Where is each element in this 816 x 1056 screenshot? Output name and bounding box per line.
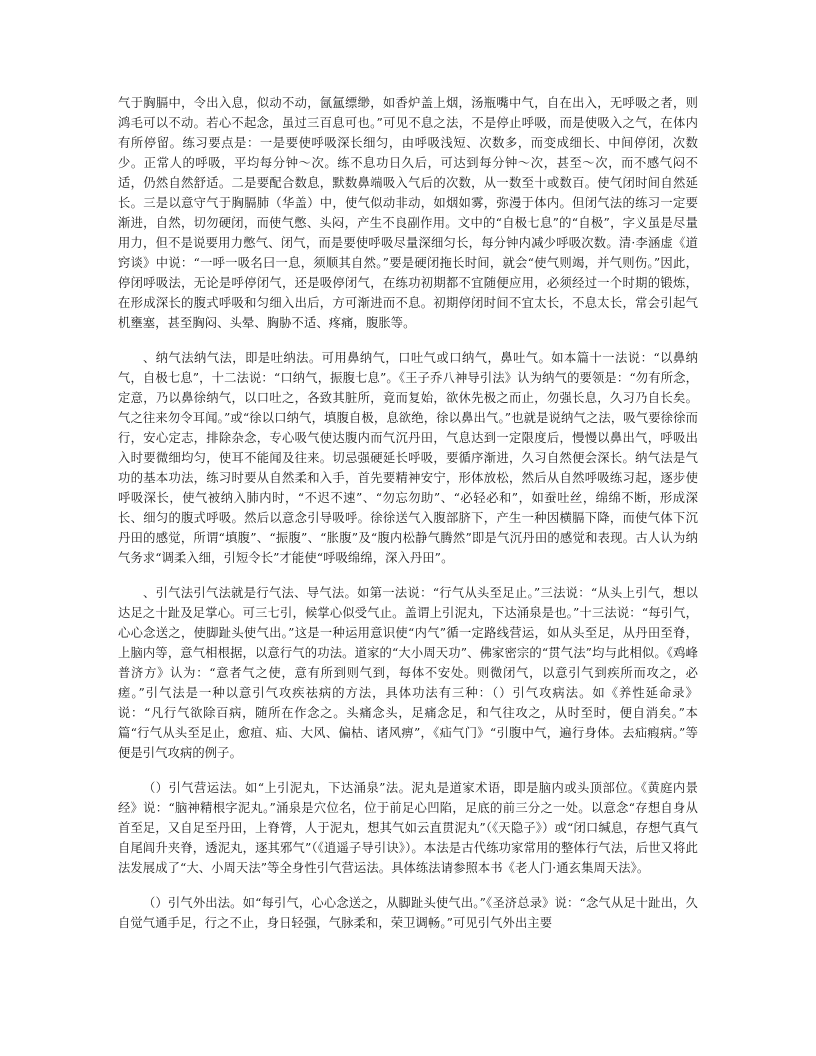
paragraph-qi-guiding: 、引气法引气法就是行气法、导气法。如第一法说：“行气从头至足止。”三法说：“从头上引气，想以达足之十趾及足掌心。可三七引，候掌心似受气止。盖谓上引泥丸，下达涌泉是也。”十三法说：“每引气，心心念送之，使脚趾头使气出。”这是一种运用意识使“内气”循一定路线营运，如从头至足，从丹田至脊，上脑内等，意气相根据，以意行气的功法。道家的“大小周天功”、佛家密宗的“贯气法”均与此相似。《鸡峰普济方》认为：“意者气之使，意有所到则气到，每体不安处。则微闭气，以意引气到疾所而攻之，必瘥。”引气法是一种以意引气攻疾祛病的方法，具体功法有三种：（）引气攻病法。如《养性延命录》说：“凡行气欲除百病，随所在作念之。头痛念头，足痛念足，和气往攻之，从时至时，便自消矣。”本篇“行气从头至足止，愈疽、疝、大风、偏枯、诸风痹”，《疝气门》“引腹中气，遍行身体。去疝瘕病。”等便是引气攻病的例子。 <box>118 586 698 760</box>
document-page <box>118 93 698 933</box>
paragraph-qi-circulation: （）引气营运法。如“上引泥丸，下达涌泉”法。泥丸是道家术语，即是脑内或头顶部位。《黄庭内景经》说：“脑神精根字泥丸。”涌泉是穴位名，位于前足心凹陷，足底的前三分之一处。以意念“存想自身从首至足，又自足至丹田，上脊膂，人于泥丸，想其气如云直贯泥丸”（《天隐子》）或“闭口缄息，存想气真气自尾闾升夹脊，透泥丸，逐其邪气”（《逍遥子导引诀》）。本法是古代练功家常用的整体行气法，后世又将此法发展成了“大、小周天法”等全身性引气营运法。具体练法请参照本书《老人门·通玄集周天法》。 <box>118 781 698 875</box>
paragraph-qi-intake: 、纳气法纳气法，即是吐纳法。可用鼻纳气，口吐气或口纳气，鼻吐气。如本篇十一法说：“以鼻纳气，自极七息”，十二法说：“口纳气，振腹七息”。《王子乔八神导引法》认为纳气的要领是：“勿有所念，定意，乃以鼻徐纳气，以口吐之，各致其脏所，竟而复始，欲休先极之而止，勿强长息，久习乃自长矣。气之往来勿令耳闻。”或“徐以口纳气，填腹自极，息欲绝，徐以鼻出气。”也就是说纳气之法，吸气要徐徐而行，安心定志，排除杂念，专心吸气使达腹内而气沉丹田，气息达到一定限度后，慢慢以鼻出气，呼吸出入时要微细均匀，使耳不能闻及往来。切忌强硬延长呼吸，要循序渐进，久习自然便会深长。纳气法是气功的基本功法，练习时要从自然柔和入手，首先要精神安宁，形体放松，然后从自然呼吸练习起，逐步使呼吸深长，使气被纳入肺内时，“不迟不速”、“勿忘勿助”、“必轻必和”，如蚕吐丝，绵绵不断，形成深长、细匀的腹式呼吸。然后以意念引导吸呼。徐徐送气入腹部脐下，产生一种因横膈下降，而使气体下沉丹田的感觉，所谓“填腹”、“振腹”、“胀腹”及“腹内松静气腾然”即是气沉丹田的感觉和表现。古人认为纳气务求“调柔入细，引短令长”才能使“呼吸绵绵，深入丹田”。 <box>118 351 698 565</box>
paragraph-qi-expulsion: （）引气外出法。如“每引气，心心念送之，从脚趾头使气出。”《圣济总录》说：“念气从足十趾出，久自觉气通手足，行之不止，身日轻强，气脉柔和，荣卫调畅。”可见引气外出主要 <box>118 896 698 930</box>
paragraph-breath-holding: 气于胸膈中，令出入息，似动不动，氤氲缥缈，如香炉盖上烟，汤瓶嘴中气，自在出入，无呼吸之者，则鸿毛可以不动。若心不起念，虽过三百息可也。”可见不息之法，不是停止呼吸，而是使吸入之气，在体内有所停留。练习要点是：一是要使呼吸深长细匀，由呼吸浅短、次数多，而变成细长、中间停闭，次数少。正常人的呼吸，平均每分钟～次。练不息功日久后，可达到每分钟～次，甚至～次，而不感气闷不适，仍然自然舒适。二是要配合数息，默数鼻端吸入气后的次数，从一数至十或数百。使气闭时间自然延长。三是以意守气于胸膈肺（华盖）中，使气似动非动，如烟如雾，弥漫于体内。但闭气法的练习一定要渐进，自然，切勿硬闭，而使气憋、头闷，产生不良副作用。文中的“自极七息”的“自极”，字义虽是尽量用力，但不是说要用力憋气、闭气，而是要使呼吸尽量深细匀长，每分钟内减少呼吸次数。清·李涵虚《道窍谈》中说：“一呼一吸名曰一息，须顺其自然。”要是硬闭拖长时间，就会“使气则竭，并气则伤。”因此，停闭呼吸法，无论是呼停闭气，还是吸停闭气，在练功初期都不宜随便应用，必须经过一个时期的锻炼，在形成深长的腹式呼吸和匀细入出后，方可渐进而不息。初期停闭时间不宜太长，不息太长，常会引起气机壅塞，甚至胸闷、头晕、胸胁不适、疼痛，腹胀等。 <box>118 96 698 330</box>
